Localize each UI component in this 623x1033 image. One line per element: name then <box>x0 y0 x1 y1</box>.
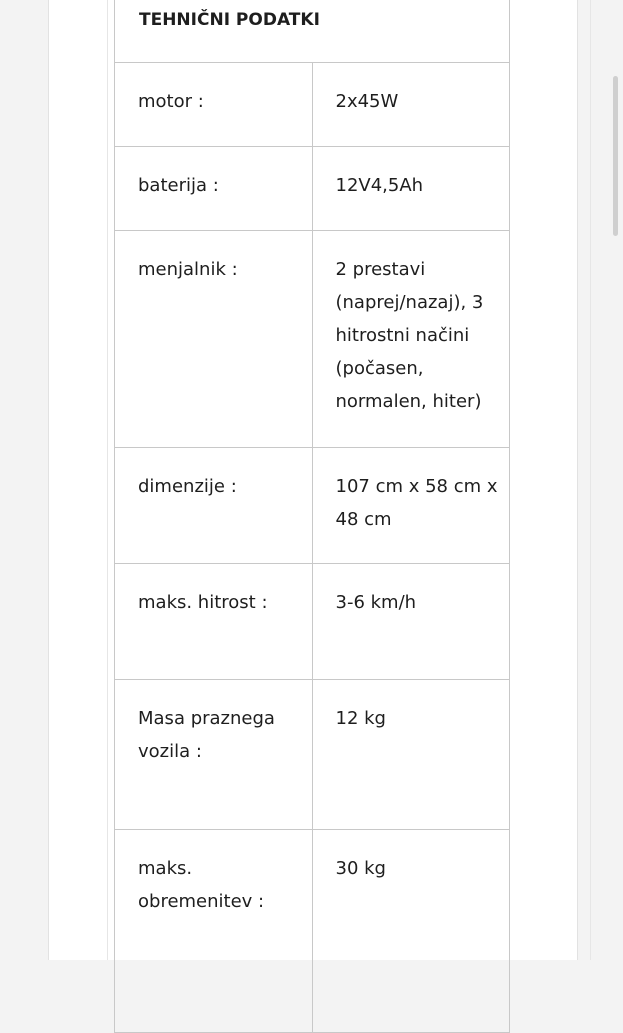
table-row <box>115 231 510 448</box>
spec-value: 2 prestavi (naprej/nazaj), 3 hitrostni načini (počasen, normalen, hiter) <box>312 231 510 448</box>
content-divider <box>590 0 591 960</box>
spec-label: maks. hitrost : <box>115 564 313 680</box>
spec-label: menjalnik : <box>115 231 313 448</box>
spec-label: motor : <box>115 63 313 147</box>
specs-table <box>114 0 510 1033</box>
spec-value: 2x45W <box>312 63 510 147</box>
spec-value: 12 kg <box>312 680 510 830</box>
table-header-row <box>115 0 510 63</box>
table-row <box>115 564 510 680</box>
spec-value: 3-6 km/h <box>312 564 510 680</box>
table-row <box>115 63 510 147</box>
spec-value: 12V4,5Ah <box>312 147 510 231</box>
table-row <box>115 830 510 1033</box>
spec-label: dimenzije : <box>115 448 313 564</box>
content-divider <box>107 0 108 960</box>
spec-value: 30 kg <box>312 830 510 1033</box>
table-row <box>115 448 510 564</box>
spec-value: 107 cm x 58 cm x 48 cm <box>312 448 510 564</box>
spec-label: maks. obremenitev : <box>115 830 313 1033</box>
spec-label: baterija : <box>115 147 313 231</box>
table-row <box>115 147 510 231</box>
spec-label: Masa praznega vozila : <box>115 680 313 830</box>
scrollbar-thumb[interactable] <box>613 76 618 236</box>
specs-title: TEHNIČNI PODATKI <box>115 0 510 63</box>
table-row <box>115 680 510 830</box>
